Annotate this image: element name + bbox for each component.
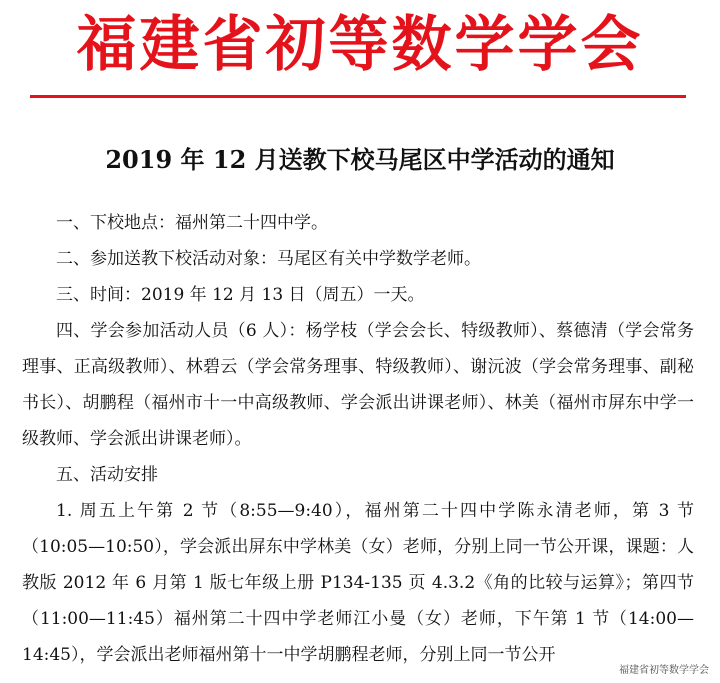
paragraph-time: 三、时间：2019 年 12 月 13 日（周五）一天。	[56, 285, 425, 305]
notice-body	[22, 205, 694, 673]
notice-title: 2019 年 12 月送教下校马尾区中学活动的通知	[105, 145, 615, 174]
source-watermark: 福建省初等数学学会	[616, 663, 712, 679]
red-divider-line	[30, 95, 686, 98]
paragraph-staff: 四、学会参加活动人员（6 人）：杨学枝（学会会长、特级教师）、蔡德清（学会常务理事、正高级教师）、林碧云（学会常务理事、特级教师）、谢沅波（学会常务理事、副秘书长）、胡鹏程（福州市十一中高级教师、学会派出讲课老师）、林美（福州市屏东中学一级教师、学会派出讲课老师）。	[22, 321, 694, 449]
paragraph-schedule-item-1: 1. 周五上午第 2 节（8:55—9:40），福州第二十四中学陈永清老师，第 3 节（10:05—10:50），学会派出屏东中学林美（女）老师，分别上同一节公开课，课题：人教版 2012 年 6 月第 1 版七年级上册 P134-135 页 4.3.2《角的比较与运算》；第四节（11:00—11:45）福州第二十四中学老师江小曼（女）老师，下午第 1 节（14:00—14:45），学会派出老师福州第十一中学胡鹏程老师，分别上同一节公开	[22, 501, 694, 665]
organization-name: 福建省初等数学学会	[76, 10, 644, 80]
letterhead	[0, 0, 720, 100]
paragraph-participants: 二、参加送教下校活动对象：马尾区有关中学数学老师。	[56, 249, 481, 269]
paragraph-schedule-heading: 五、活动安排	[56, 465, 158, 485]
paragraph-location: 一、下校地点：福州第二十四中学。	[56, 213, 328, 233]
